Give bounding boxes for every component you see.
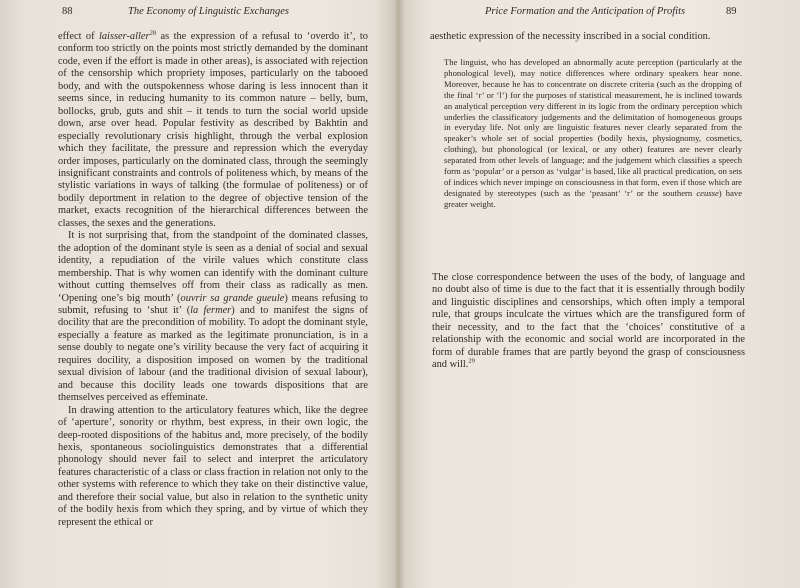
right-page-number: 89 bbox=[726, 6, 737, 17]
right-closing-paragraph bbox=[432, 272, 745, 372]
text-run: effect of bbox=[58, 31, 99, 42]
text-run: It is not surprising that, from the standpoint of the dominated classes, the adoption of the dominant style is seen as a denial of social and sexual identity, a repudiation of the virile values which constitute class membership. That is why women can identify with the dominant culture without cutting themselves off from their class as radically as men. ‘Opening one’s big mouth’ ( bbox=[58, 230, 368, 304]
left-paragraph-2 bbox=[58, 230, 368, 404]
left-running-head: The Economy of Linguistic Exchanges bbox=[128, 6, 289, 17]
footnote-marker: 29 bbox=[468, 357, 475, 365]
text-run: The close correspondence between the uses of the body, of language and no doubt also of time is due to the fact that it is essentially through bodily and linguistic disciplines and censorships, which often imply a temporal rule, that groups inculcate the virtues which are the transfigured form of their necessity, and to the fact that the ‘choices’ constitutive of a relationship with the economic and social world are incorporated in the form of durable frames that are partly beyond the grasp of consciousness and will. bbox=[432, 272, 745, 371]
right-page bbox=[402, 0, 800, 588]
right-top-line: aesthetic expression of the necessity inscribed in a social condition. bbox=[430, 31, 711, 42]
italic-phrase: laisser-aller bbox=[98, 31, 150, 42]
block-quote bbox=[444, 57, 742, 210]
right-running-head: Price Formation and the Anticipation of Profits bbox=[485, 6, 686, 17]
left-body-text bbox=[58, 31, 368, 529]
text-run: The linguist, who has developed an abnormally acute perception (particularly at the phonological level), may notice differences where ordinary speakers hear none. Moreover, because he has to concentrate on discrete criteria (such as the dropping of the final ‘r’ or ‘l’) for the purposes of statistical measurement, he is inclined towards an analytical perception very different in its logic from the ordinary perception which underlies the classificatory judgements and the delimitation of homogeneous groups in everyday life. Not only are linguistic features never clearly separated from the speaker’s whole set of social properties (bodily hexis, physiognomy, cosmetics, clothing), but phonological (or lexical, or any other) features are never clearly separated from other levels of language; and the judgement which classifies a speech form as ‘popular’ or a person as ‘vulgar’ is based, like all practical predication, on sets of indices which never impinge on consciousness in that form, even if those which are designated by stereotypes (such as the ‘peasant’ ‘r’ or the southern bbox=[444, 57, 742, 198]
text-run: as the expression of a refusal to ‘overdo it’, to conform too strictly on the points most strictly demanded by the dominant code, even if the effort is made in other areas), is associated with rejection of the censorship which propriety imposes, particularly on the tabooed body, and with the outspokenness whose daring is less innocent than it seems since, in reducing humanity to its common nature – belly, bum, bollocks, grub, guts and shit – it tends to turn the social world upside down, arse over head. Popular festivity as described by Bakhtin and especially revolutionary crisis highlight, through the verbal explosion which they facilitate, the pressure and repression which the everyday order imposes, particularly on the dominated class, through the seemingly insignificant constraints and controls of politeness which, by means of the stylistic variations in ways of talking (the formulae of politeness) or of bodily deportment in relation to the degree of objective tension of the market, exacts recognition of the hierarchical differences between the classes, the sexes and the generations. bbox=[58, 31, 368, 229]
left-paragraph-3 bbox=[58, 405, 368, 530]
italic-phrase: ouvrir sa grande gueule bbox=[180, 292, 285, 304]
left-page bbox=[0, 0, 392, 588]
footnote-marker: 28 bbox=[149, 29, 157, 37]
text-run: ) have greater weight. bbox=[444, 187, 743, 209]
left-paragraph-1 bbox=[58, 31, 368, 230]
left-page-number: 88 bbox=[62, 6, 73, 17]
text-run: In drawing attention to the articulatory features which, like the degree of ‘aperture’, sonority or rhythm, best express, in their own logic, the deep-rooted dispositions of the habitus and, more precisely, of the bodily hexis, spontaneous sociolinguistics demonstrates that a differential phonology should never fail to select and interpret the articulatory features characteristic of a class or class fraction in relation not only to the other systems with reference to which they take on their distinctive value, and therefore their social value, but also in relation to the synthetic unity of the bodily hexis from which they spring, and by virtue of which they represent the ethical or bbox=[58, 404, 368, 528]
text-run: ) means refusing to submit, refusing to ‘shut it’ ( bbox=[58, 292, 368, 316]
text-run: ) and to manifest the signs of docility that are the precondition of mobility. To adopt the dominant style, especially a feature as marked as the legitimate pronunciation, is in a sense doubly to negate one’s virility because the very fact of acquiring it requires docility, a disposition imposed on women by the traditional sexual division of labour (and the traditional division of sexual labour), and because this docility leads one towards dispositions that are themselves perceived as effeminate. bbox=[58, 304, 368, 404]
italic-phrase: ceusse bbox=[696, 187, 719, 198]
italic-phrase: la fermer bbox=[190, 304, 232, 316]
